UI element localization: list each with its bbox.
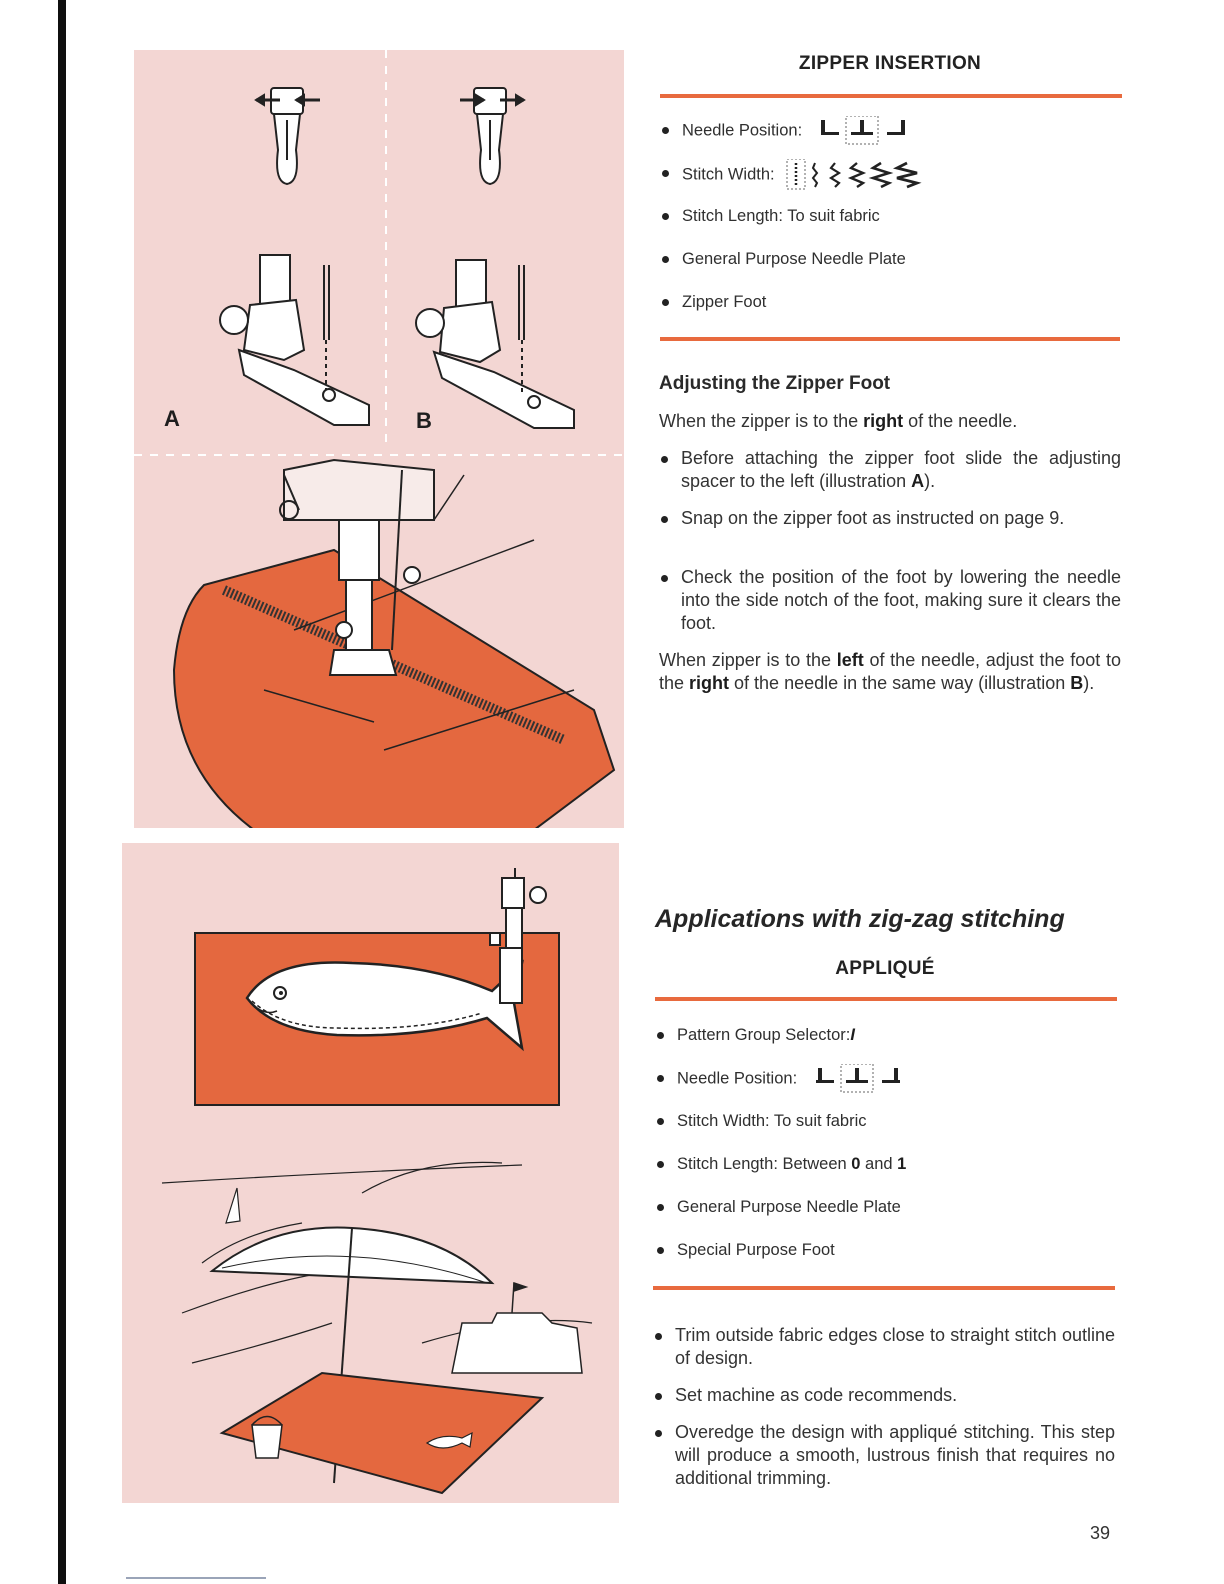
text-segment: Stitch Length: Between xyxy=(677,1155,852,1173)
zipper-top-rule xyxy=(660,94,1122,98)
zipper-spec-needle-plate: General Purpose Needle Plate xyxy=(660,245,935,288)
zipper-spec-needle-position xyxy=(660,116,935,159)
illustration-label-b: B xyxy=(416,408,432,433)
spec-label: Needle Position: xyxy=(677,1069,798,1088)
applique-top-rule xyxy=(655,997,1117,1001)
text-segment: Before attaching the zipper foot slide the adjusting spacer to the left (illustration xyxy=(681,448,1121,491)
zipper-foot-a-icon xyxy=(220,255,369,425)
sandcastle-icon xyxy=(452,1283,582,1373)
applique-spec-needle-position xyxy=(655,1064,908,1107)
applique-spec-list xyxy=(655,1021,908,1279)
text-emphasis: right xyxy=(689,673,730,693)
zipper-spec-foot: Zipper Foot xyxy=(660,288,935,331)
text-emphasis: A xyxy=(911,471,925,491)
zipper-bullet-2: Snap on the zipper foot as instructed on page 9. xyxy=(659,507,1121,530)
needle-position-icon xyxy=(808,1064,908,1094)
spec-label: Pattern Group Selector: xyxy=(677,1026,851,1044)
zipper-bottom-rule xyxy=(660,337,1120,341)
text-segment: of the needle, adjust the foot to the xyxy=(659,650,1121,693)
applique-bullet-1: Trim outside fabric edges close to straight stitch outline of design. xyxy=(653,1324,1115,1370)
applique-heading: APPLIQUÉ xyxy=(835,958,935,979)
zipper-right-intro xyxy=(659,410,1121,433)
applique-illustration xyxy=(122,843,619,1503)
text-segment: ). xyxy=(924,471,936,491)
illustration-label-a: A xyxy=(164,406,180,431)
text-segment: of the needle. xyxy=(903,411,1018,431)
zipper-illustration-panel xyxy=(134,50,624,828)
adjusting-zipper-foot-title: Adjusting the Zipper Foot xyxy=(659,373,891,394)
spacer-b-icon xyxy=(460,88,524,184)
text-emphasis: right xyxy=(863,411,904,431)
applications-title: Applications with zig-zag stitching xyxy=(655,905,1065,933)
zipper-spec-stitch-length: Stitch Length: To suit fabric xyxy=(660,202,935,245)
zipper-bullet-3: Check the position of the foot by lowering the needle into the side notch of the foot, making sure it clears the foot. xyxy=(659,566,1121,635)
applique-bullet-3: Overedge the design with appliqué stitching. This step will produce a smooth, lustrous finish that requires no additional trimming. xyxy=(653,1421,1115,1490)
text-emphasis: 1 xyxy=(897,1155,907,1173)
text-segment: When zipper is to the xyxy=(659,650,837,670)
zipper-bullet-1 xyxy=(659,447,1121,493)
text-segment: of the needle in the same way (illustration xyxy=(729,673,1071,693)
page-footer-line xyxy=(126,1577,266,1579)
applique-illustration-panel xyxy=(122,843,619,1503)
applique-spec-foot: Special Purpose Foot xyxy=(655,1236,908,1279)
applique-spec-needle-plate: General Purpose Needle Plate xyxy=(655,1193,908,1236)
text-segment: When the zipper is to the xyxy=(659,411,864,431)
zipper-spec-list xyxy=(660,116,935,331)
applique-spec-stitch-width: Stitch Width: To suit fabric xyxy=(655,1107,908,1150)
spec-label: Stitch Width: xyxy=(682,165,775,184)
spec-label: Needle Position: xyxy=(682,121,803,140)
page-number: 39 xyxy=(1090,1523,1111,1543)
applique-bullet-2: Set machine as code recommends. xyxy=(653,1384,1115,1407)
applique-bottom-rule xyxy=(653,1286,1115,1290)
text-emphasis: 0 xyxy=(851,1155,861,1173)
zipper-foot-b-icon xyxy=(416,260,574,428)
text-emphasis: B xyxy=(1070,673,1084,693)
zipper-left-paragraph xyxy=(659,649,1121,695)
page-edge-bar xyxy=(58,0,66,1584)
applique-spec-stitch-length xyxy=(655,1150,908,1193)
zipper-insertion-heading: ZIPPER INSERTION xyxy=(798,53,982,74)
pattern-group-value: I xyxy=(850,1026,855,1044)
text-segment: ). xyxy=(1083,673,1095,693)
stitch-width-icon xyxy=(785,159,935,191)
applique-spec-pattern-group xyxy=(655,1021,908,1064)
text-emphasis: left xyxy=(836,650,864,670)
needle-position-icon xyxy=(813,116,913,146)
zipper-sewing-scene xyxy=(174,460,614,828)
zipper-foot-illustration xyxy=(134,50,624,828)
zipper-spec-stitch-width xyxy=(660,159,935,202)
text-segment: and xyxy=(860,1155,898,1173)
spacer-a-icon xyxy=(256,88,320,184)
